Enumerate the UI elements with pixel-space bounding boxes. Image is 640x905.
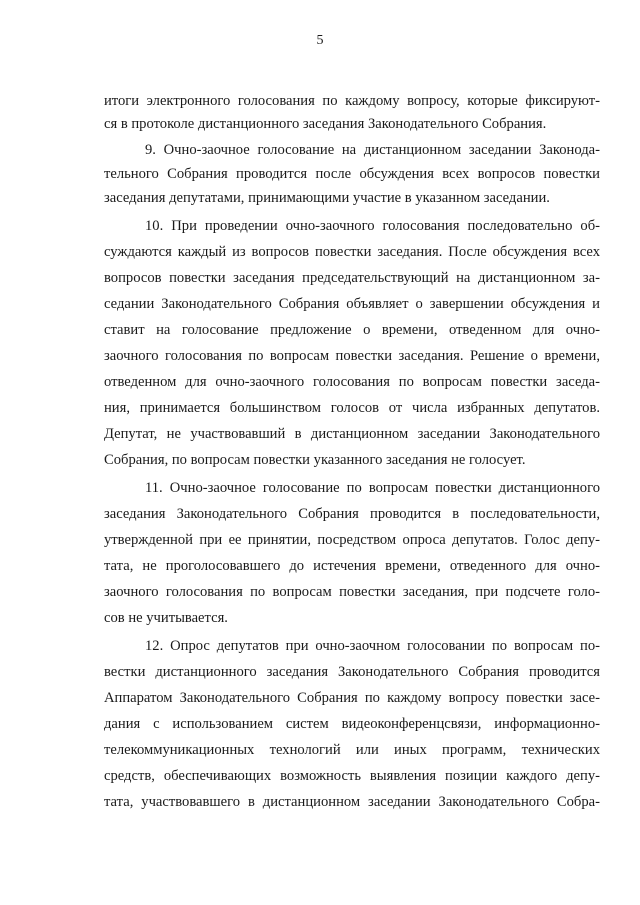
text-line: заседания депутатами, принимающими участие в указанном заседании. (104, 190, 550, 206)
text-line: 9. Очно-заочное голосование на дистанционном заседании Законода- (145, 142, 600, 158)
text-line: 10. При проведении очно-заочного голосования последовательно об- (145, 218, 600, 234)
text-line: итоги электронного голосования по каждому вопросу, которые фиксируют- (104, 93, 600, 109)
text-line: телекоммуникационных технологий или иных программ, технических (104, 742, 600, 758)
text-line: вестки дистанционного заседания Законодательного Собрания проводится (104, 664, 600, 680)
text-line: дания с использованием систем видеоконференцсвязи, информационно- (104, 716, 600, 732)
text-line: 12. Опрос депутатов при очно-заочном голосовании по вопросам по- (145, 638, 600, 654)
text-line: заочного голосования по вопросам повестки заседания, при подсчете голо- (104, 584, 600, 600)
text-line: сов не учитывается. (104, 610, 228, 626)
text-line: средств, обеспечивающих возможность выявления позиции каждого депу- (104, 768, 600, 784)
text-line: заседания Законодательного Собрания проводится в последовательности, (104, 506, 600, 522)
text-line: тата, участвовавшего в дистанционном заседании Законодательного Собра- (104, 794, 600, 810)
text-line: вопросов повестки заседания председательствующий на дистанционном за- (104, 270, 600, 286)
text-line: ся в протоколе дистанционного заседания Законодательного Собрания. (104, 116, 547, 132)
text-line: отведенном для очно-заочного голосования по вопросам повестки заседа- (104, 374, 600, 390)
text-line: седании Законодательного Собрания объявляет о завершении обсуждения и (104, 296, 600, 312)
text-line: Депутат, не участвовавший в дистанционном заседании Законодательного (104, 426, 600, 442)
text-line: заочного голосования по вопросам повестки заседания. Решение о времени, (104, 348, 600, 364)
text-line: тата, не проголосовавшего до истечения времени, отведенного для очно- (104, 558, 600, 574)
text-line: тельного Собрания проводится после обсуждения всех вопросов повестки (104, 166, 600, 182)
text-line: 11. Очно-заочное голосование по вопросам повестки дистанционного (145, 480, 600, 496)
text-line: ставит на голосование предложение о времени, отведенном для очно- (104, 322, 600, 338)
page-number: 5 (316, 33, 324, 48)
text-line: Собрания, по вопросам повестки указанного заседания не голосует. (104, 452, 526, 468)
text-line: ния, принимается большинством голосов от числа избранных депутатов. (104, 400, 600, 416)
text-line: Аппаратом Законодательного Собрания по каждому вопросу повестки засе- (104, 690, 600, 706)
text-line: утвержденной при ее принятии, посредством опроса депутатов. Голос депу- (104, 532, 600, 548)
text-line: суждаются каждый из вопросов повестки заседания. После обсуждения всех (104, 244, 600, 260)
